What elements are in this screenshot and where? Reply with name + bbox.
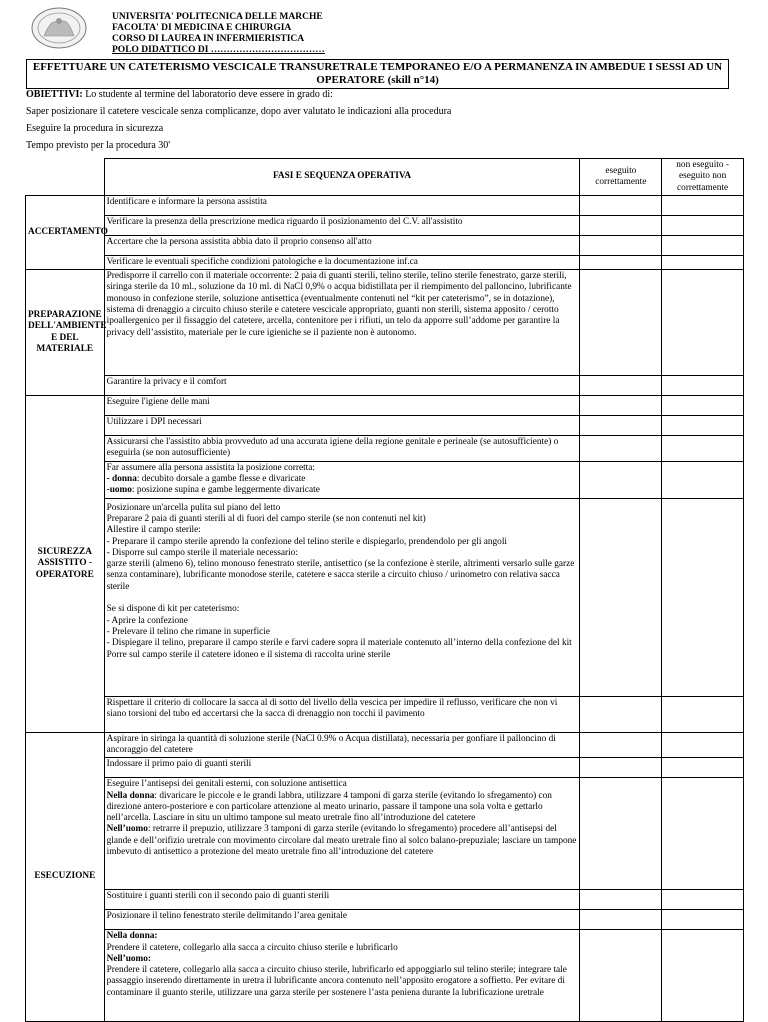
section-sicurezza: SICUREZZA ASSISTITO - OPERATORE bbox=[26, 396, 105, 732]
check-not-done-cell[interactable] bbox=[662, 732, 744, 758]
antisepsis-woman-label: Nella donna bbox=[106, 790, 155, 801]
institution-header bbox=[112, 12, 325, 56]
table-row bbox=[26, 416, 744, 436]
check-not-done-cell[interactable] bbox=[662, 376, 744, 396]
objective-3: Tempo previsto per la procedura 30' bbox=[26, 140, 171, 151]
check-done-cell[interactable] bbox=[580, 195, 662, 215]
check-done-cell[interactable] bbox=[580, 376, 662, 396]
table-row bbox=[26, 498, 744, 696]
check-done-cell[interactable] bbox=[580, 778, 662, 890]
check-not-done-cell[interactable] bbox=[662, 696, 744, 732]
course-name: CORSO DI LAUREA IN INFERMIERISTICA bbox=[112, 34, 305, 44]
table-row bbox=[26, 235, 744, 255]
check-done-cell[interactable] bbox=[580, 498, 662, 696]
check-done-cell[interactable] bbox=[580, 930, 662, 1022]
position-man-text: : posizione supina e gambe leggermente divaricate bbox=[131, 485, 320, 496]
check-done-cell[interactable] bbox=[580, 270, 662, 376]
table-row bbox=[26, 270, 744, 376]
check-done-cell[interactable] bbox=[580, 436, 662, 462]
column-header-done: eseguito correttamente bbox=[580, 159, 662, 196]
table-row bbox=[26, 910, 744, 930]
university-seal-logo bbox=[30, 6, 88, 50]
step-text: Assicurarsi che l'assistito abbia provveduto ad una accurata igiene della regione genitale e perineale (se autosufficiente) o eseguirla (se non autosufficiente) bbox=[104, 436, 580, 462]
antisepsis-woman bbox=[107, 791, 578, 825]
step-text: Accertare che la persona assistita abbia dato il proprio consenso all'atto bbox=[104, 235, 580, 255]
polo-didattico: POLO DIDATTICO DI ……………………………… bbox=[112, 45, 325, 55]
header-empty-cell bbox=[26, 159, 105, 196]
step-text: Rispettare il criterio di collocare la sacca al di sotto del livello della vescica per impedire il reflusso, verificare che non vi siano torsioni del tubo ed accertarsi che la sacca di drenaggio non tocchi il pavimento bbox=[104, 696, 580, 732]
check-not-done-cell[interactable] bbox=[662, 910, 744, 930]
table-row bbox=[26, 890, 744, 910]
check-done-cell[interactable] bbox=[580, 696, 662, 732]
document-title: EFFETTUARE UN CATETERISMO VESCICALE TRANSURETRALE TEMPORANEO E/O A PERMANENZA IN AMBEDUE I SESSI AD UN OPERATORE (skill n°14) bbox=[26, 59, 729, 89]
table-row bbox=[26, 778, 744, 890]
university-name: UNIVERSITA' POLITECNICA DELLE MARCHE bbox=[112, 12, 323, 22]
step-text: Eseguire l'igiene delle mani bbox=[104, 396, 580, 416]
check-not-done-cell[interactable] bbox=[662, 416, 744, 436]
check-done-cell[interactable] bbox=[580, 758, 662, 778]
catheter-man-text: Prendere il catetere, collegarlo alla sacca a circuito chiuso sterile, lubrificarlo ed appoggiarlo sul telino sterile; integrare tale passaggio inserendo direttamente in uretra il lubrificante ancora contenuto nell’apposito erogatore a soffietto. Per evitare di contaminare il guanto sterile, utilizzare una garza sterile per sostenere l’asta peniena durante la lubrificazione uretrale bbox=[106, 965, 567, 998]
table-row bbox=[26, 396, 744, 416]
step-text: Verificare la presenza della prescrizione medica riguardo il posizionamento del C.V. all'assistito bbox=[104, 215, 580, 235]
check-not-done-cell[interactable] bbox=[662, 396, 744, 416]
catheter-man-label: Nell’uomo: bbox=[106, 953, 152, 964]
check-not-done-cell[interactable] bbox=[662, 255, 744, 269]
position-intro: Far assumere alla persona assistita la posizione corretta: bbox=[106, 462, 315, 473]
check-not-done-cell[interactable] bbox=[662, 498, 744, 696]
faculty-name: FACOLTA' DI MEDICINA E CHIRURGIA bbox=[112, 23, 292, 33]
antisepsis-man-text: : retrarre il prepuzio, utilizzare 3 tamponi di garza sterile (evitando lo sfregamento) procedere all’antisepsi del glande e dell’orifizio uretrale con movimento circolare dal meato uretrale fino al solco balano-prepuziale; lasciare un tampone imbevuto di antisettico a protezione del meato uretrale fino all’introduzione del catetere bbox=[106, 824, 577, 858]
step-text: Identificare e informare la persona assistita bbox=[104, 195, 580, 215]
objective-1: Saper posizionare il catetere vescicale senza complicanze, dopo aver valutato le indicazioni alla procedura bbox=[26, 106, 452, 117]
step-text: Indossare il primo paio di guanti sterili bbox=[104, 758, 580, 778]
step-text: Sostituire i guanti sterili con il secondo paio di guanti sterili bbox=[104, 890, 580, 910]
catheter-woman-text: Prendere il catetere, collegarlo alla sacca a circuito chiuso sterile e lubrificarlo bbox=[106, 942, 398, 953]
table-row bbox=[26, 436, 744, 462]
check-not-done-cell[interactable] bbox=[662, 270, 744, 376]
position-woman-text: : decubito dorsale a gambe flesse e divaricate bbox=[136, 474, 306, 485]
checklist-table bbox=[25, 158, 744, 1022]
check-not-done-cell[interactable] bbox=[662, 758, 744, 778]
section-accertamento: ACCERTAMENTO bbox=[26, 195, 105, 269]
step-text: Verificare le eventuali specifiche condizioni patologiche e la documentazione inf.ca bbox=[104, 255, 580, 269]
check-not-done-cell[interactable] bbox=[662, 235, 744, 255]
table-row bbox=[26, 930, 744, 1022]
check-done-cell[interactable] bbox=[580, 255, 662, 269]
step-text: Utilizzare i DPI necessari bbox=[104, 416, 580, 436]
antisepsis-man bbox=[107, 824, 578, 858]
table-row bbox=[26, 255, 744, 269]
objective-2: Eseguire la procedura in sicurezza bbox=[26, 123, 164, 134]
objectives-intro bbox=[26, 89, 333, 101]
table-row bbox=[26, 461, 744, 498]
check-not-done-cell[interactable] bbox=[662, 195, 744, 215]
table-row bbox=[26, 215, 744, 235]
step-text: Aspirare in siringa la quantità di soluzione sterile (NaCl 0.9% o Acqua distillata), necessaria per gonfiare il palloncino di ancoraggio del catetere bbox=[104, 732, 580, 758]
antisepsis-woman-text: : divaricare le piccole e le grandi labbra, utilizzare 4 tamponi di garza sterile (evitando lo sfregamento) con direzione antero-posteriore e con particolare attenzione al meato urinario, passare il tampone una sola volta e gettarlo nell’arcella. Lasciare in situ un ultimo tampone sul meato uretrale fino all’introduzione del catetere bbox=[106, 790, 552, 824]
step-text: Garantire la privacy e il comfort bbox=[104, 376, 580, 396]
column-header-phases: FASI E SEQUENZA OPERATIVA bbox=[104, 159, 580, 196]
table-row bbox=[26, 195, 744, 215]
objectives-intro-text: Lo studente al termine del laboratorio deve essere in grado di: bbox=[82, 89, 333, 100]
check-done-cell[interactable] bbox=[580, 890, 662, 910]
check-not-done-cell[interactable] bbox=[662, 215, 744, 235]
section-preparazione: PREPARAZIONE DELL'AMBIENTE E DEL MATERIALE bbox=[26, 270, 105, 396]
check-not-done-cell[interactable] bbox=[662, 930, 744, 1022]
step-text: Predisporre il carrello con il materiale occorrente: 2 paia di guanti sterili, telino sterile, telino sterile fenestrato, garze sterili, siringa sterile da 10 ml., soluzione da 10 ml. di NaCl 0,9% o acqua bidistillata per il riempimento del palloncino, lubrificante monouso in confezione sterile, soluzione antisettica (eventualmente contenuti nel “kit per cateterismo”, se in dotazione), sistema di drenaggio a circuito chiuso sterile e catetere vescicale appropriato, guanti non sterili, sistema apposito / cerotto ipoallergenico per il fissaggio del catetere, arcella, contenitore per i rifiuti, un telo da apporre sull’addome per garantire la privacy dell’assistito, materiale per le cure igieniche se il paziente non è autonomo. bbox=[104, 270, 580, 376]
check-done-cell[interactable] bbox=[580, 461, 662, 498]
check-done-cell[interactable] bbox=[580, 910, 662, 930]
step-text: Posizionare il telino fenestrato sterile delimitando l’area genitale bbox=[104, 910, 580, 930]
catheter-woman-label: Nella donna: bbox=[106, 931, 158, 942]
table-row bbox=[26, 376, 744, 396]
check-not-done-cell[interactable] bbox=[662, 461, 744, 498]
check-not-done-cell[interactable] bbox=[662, 436, 744, 462]
table-row bbox=[26, 696, 744, 732]
step-text bbox=[104, 461, 580, 498]
table-row bbox=[26, 758, 744, 778]
table-header-row bbox=[26, 159, 744, 196]
position-man-label: -uomo bbox=[106, 485, 132, 496]
column-header-not-done: non eseguito - eseguito non correttamente bbox=[662, 159, 744, 196]
position-man bbox=[107, 485, 578, 496]
position-woman-label: - donna bbox=[106, 474, 137, 485]
step-text bbox=[104, 930, 580, 1022]
step-text bbox=[104, 778, 580, 890]
step-text: Posizionare un'arcella pulita sul piano del letto Preparare 2 paia di guanti sterili al di fuori del campo sterile (se non contenuti nel kit) Allestire il campo sterile: - Preparare il campo sterile aprendo la confezione del telino sterile e dispiegarlo, prendendolo per gli angoli - Disporre sul campo sterile il materiale necessario: garze sterili (almeno 6), telino monouso fenestrato sterile, antisettico (se la confezione è sterile, altrimenti versarlo sulle garze senza contaminare), lubrificante monodose sterile, catetere e sacca sterile a circuito chiuso / urinometro con relativa sacca sterile Se si dispone di kit per cateterismo: - Aprire la confezione - Prelevare il telino che rimane in superficie - Dispiegare il telino, preparare il campo sterile e farvi cadere sopra il materiale contenuto all’interno della confezione del kit Porre sul campo sterile il catetere idoneo e il sistema di raccolta urine sterile bbox=[104, 498, 580, 696]
check-not-done-cell[interactable] bbox=[662, 890, 744, 910]
check-done-cell[interactable] bbox=[580, 235, 662, 255]
objectives-label: OBIETTIVI: bbox=[26, 89, 83, 100]
check-done-cell[interactable] bbox=[580, 215, 662, 235]
antisepsis-man-label: Nell’uomo bbox=[106, 824, 148, 835]
section-esecuzione: ESECUZIONE bbox=[26, 732, 105, 1022]
antisepsis-intro: Eseguire l’antisepsi dei genitali esterni, con soluzione antisettica bbox=[106, 779, 347, 790]
check-not-done-cell[interactable] bbox=[662, 778, 744, 890]
check-done-cell[interactable] bbox=[580, 732, 662, 758]
position-woman bbox=[107, 474, 578, 485]
table-row bbox=[26, 732, 744, 758]
check-done-cell[interactable] bbox=[580, 396, 662, 416]
check-done-cell[interactable] bbox=[580, 416, 662, 436]
